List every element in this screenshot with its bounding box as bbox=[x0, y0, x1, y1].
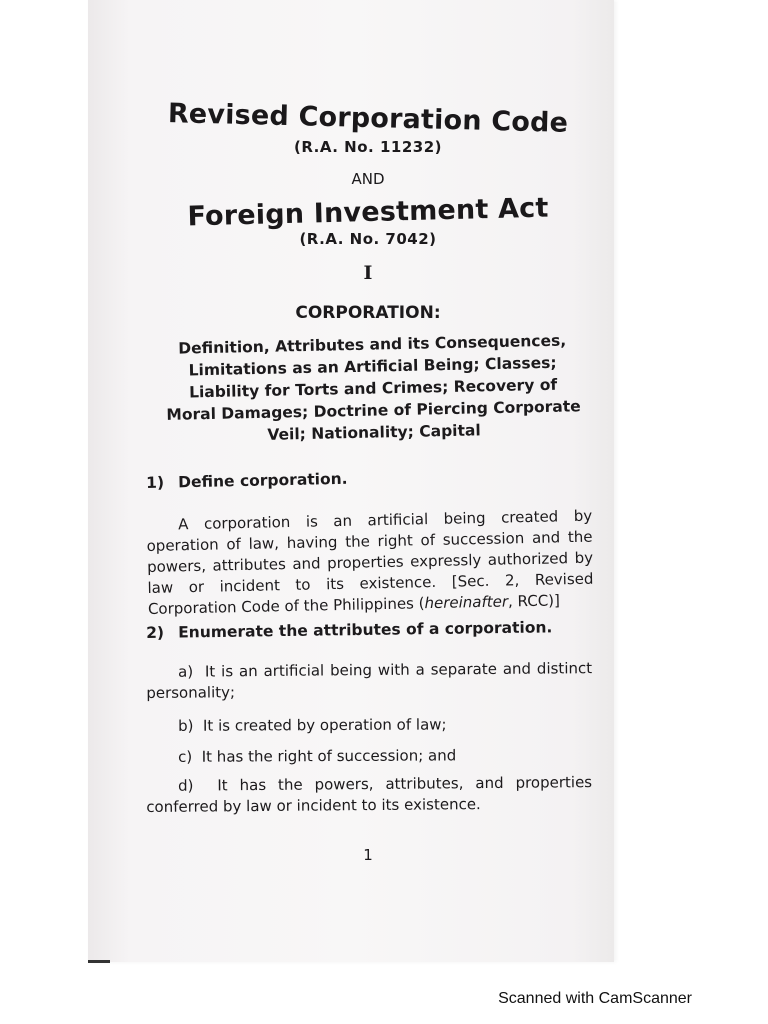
attribute-item-label: c) bbox=[178, 747, 193, 766]
attribute-item-label: d) bbox=[178, 776, 194, 795]
question-1-number: 1) bbox=[146, 473, 165, 492]
question-2-number: 2) bbox=[146, 623, 165, 642]
chapter-title: CORPORATION: bbox=[295, 303, 441, 323]
attribute-item bbox=[146, 745, 592, 768]
page-number: 1 bbox=[363, 846, 373, 864]
attribute-item bbox=[146, 658, 592, 704]
answer-1-text: A corporation is an artificial being created by operation of law, having the right of succession and the powers, attributes and properties expressly authorized by law or incident to its existence. [Sec. 2, Revised Corporation Code of the Philippines ( bbox=[146, 506, 594, 618]
question-1-text: Define corporation. bbox=[177, 469, 348, 492]
attribute-item-label: a) bbox=[178, 662, 194, 681]
answer-1-tail: , RCC)] bbox=[507, 591, 561, 611]
attribute-item bbox=[146, 714, 592, 737]
question-2 bbox=[146, 618, 586, 642]
attribute-item-text: It has the right of succession; and bbox=[201, 746, 457, 766]
chapter-number: I bbox=[363, 262, 373, 284]
title-revised-corporation-code: Revised Corporation Code bbox=[167, 98, 569, 139]
attribute-item-text: It is created by operation of law; bbox=[202, 715, 447, 735]
question-2-text: Enumerate the attributes of a corporation. bbox=[177, 618, 553, 642]
document-page bbox=[140, 0, 596, 962]
camscanner-watermark: Scanned with CamScanner bbox=[498, 990, 692, 1007]
question-1 bbox=[146, 465, 586, 492]
attribute-item bbox=[146, 772, 592, 818]
title-foreign-investment-act: Foreign Investment Act bbox=[187, 192, 549, 233]
answer-1-italic: hereinafter bbox=[424, 592, 509, 613]
ra-number-11232: (R.A. No. 11232) bbox=[293, 138, 442, 156]
ra-number-7042: (R.A. No. 7042) bbox=[299, 230, 437, 248]
answer-1 bbox=[146, 506, 594, 620]
attribute-item-text: It is an artificial being with a separate and distinct personality; bbox=[146, 659, 593, 702]
page-edge-mark bbox=[88, 960, 110, 963]
chapter-subtitle: Definition, Attributes and its Consequences, Limitations as an Artificial Being; Classes; Liability for Torts and Crimes; Recovery of Moral Damages; Doctrine of Piercing Corporate Veil; Nationality; Capital bbox=[166, 331, 581, 444]
attribute-item-label: b) bbox=[178, 716, 194, 735]
attribute-item-text: It has the powers, attributes, and properties conferred by law or incident to its existence. bbox=[146, 773, 593, 816]
and-connector: AND bbox=[351, 170, 385, 188]
